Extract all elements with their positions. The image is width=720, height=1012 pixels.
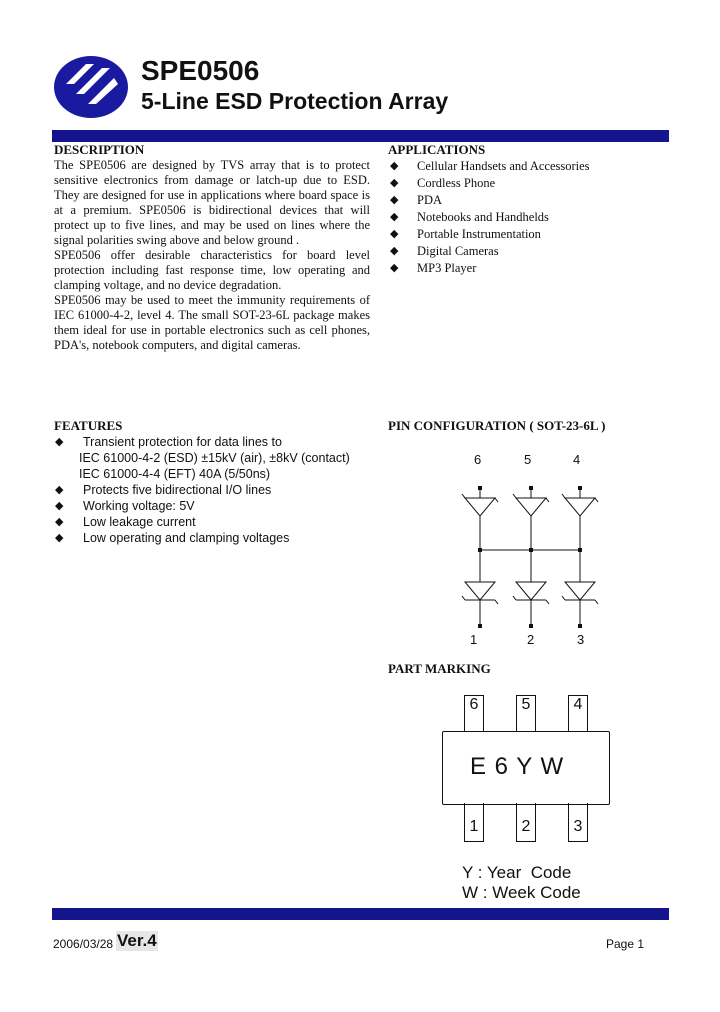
company-logo <box>52 54 130 120</box>
list-item: ◆ Digital Cameras <box>390 244 499 258</box>
bottom-rule <box>52 908 669 920</box>
bullet-icon: ◆ <box>390 177 399 189</box>
list-item: ◆ Cordless Phone <box>390 176 496 190</box>
marking-legend-year: Y : Year Code <box>462 863 572 882</box>
pin-label: 3 <box>577 632 585 647</box>
bullet-icon: ◆ <box>55 532 64 544</box>
list-item: ◆ MP3 Player <box>390 261 477 275</box>
lead-pin: 6 <box>464 695 484 732</box>
list-item: ◆ PDA <box>390 193 443 207</box>
pin-label: 6 <box>474 452 482 467</box>
bullet-icon: ◆ <box>390 194 399 206</box>
description-heading: DESCRIPTION <box>54 142 145 157</box>
lead-pin: 4 <box>568 695 588 732</box>
bullet-icon: ◆ <box>55 484 64 496</box>
lead-pin: 5 <box>516 695 536 732</box>
applications-heading: APPLICATIONS <box>388 142 486 157</box>
pin-config-diagram <box>440 448 630 653</box>
bullet-icon: ◆ <box>390 228 399 240</box>
lead-pin: 3 <box>568 803 588 842</box>
pin-label: 1 <box>470 632 478 647</box>
list-item-sub: IEC 61000-4-4 (EFT) 40A (5/50ns) <box>79 467 271 481</box>
lead-pin: 1 <box>464 803 484 842</box>
part-number-title: SPE0506 <box>141 55 260 86</box>
bullet-icon: ◆ <box>390 160 399 172</box>
part-marking-heading: PART MARKING <box>388 661 491 676</box>
list-item: ◆ Notebooks and Handhelds <box>390 210 549 224</box>
product-subtitle: 5-Line ESD Protection Array <box>141 88 449 114</box>
description-paragraph-3: SPE0506 may be used to meet the immunity requirements of IEC 61000-4-2, level 4. The small SOT-23-6L package makes them ideal for use in portable electronics such as cell phones, PDA's, notebook computers, and digital cameras. <box>54 293 370 352</box>
features-list <box>53 434 350 546</box>
pin-label: 5 <box>524 452 532 467</box>
list-item: ◆ Low operating and clamping voltages <box>55 531 290 545</box>
list-item: ◆ Portable Instrumentation <box>390 227 541 241</box>
list-item: ◆ Working voltage: 5V <box>55 499 195 513</box>
description-paragraph-2: SPE0506 offer desirable characteristics for board level protection including fast response time, low operating and clamping voltage, and no device degradation. <box>54 248 370 292</box>
footer-date: 2006/03/28 <box>53 937 114 951</box>
marking-legend-week: W : Week Code <box>462 883 581 902</box>
bullet-icon: ◆ <box>390 262 399 274</box>
bullet-icon: ◆ <box>55 516 64 528</box>
list-item: ◆ Transient protection for data lines to <box>55 435 282 449</box>
part-marking-package <box>440 695 610 845</box>
list-item: ◆ Low leakage current <box>55 515 196 529</box>
top-rule <box>52 130 669 142</box>
footer-version: Ver.4 <box>117 931 157 950</box>
list-item-sub: IEC 61000-4-2 (ESD) ±15kV (air), ±8kV (contact) <box>79 451 350 465</box>
footer-page: Page 1 <box>606 937 645 951</box>
description-body <box>54 158 370 353</box>
description-paragraph-1: The SPE0506 are designed by TVS array that is to protect sensitive electronics from damage or latch-up due to ESD. They are designed for use in applications where board space is at a premium. SPE0506 is bidirectional devices that will protect up to five lines, and may be used on lines where the signal polarities swing above and below ground . <box>54 158 370 247</box>
applications-list <box>388 158 590 277</box>
list-item: ◆ Cellular Handsets and Accessories <box>390 159 590 173</box>
list-item: ◆ Protects five bidirectional I/O lines <box>55 483 272 497</box>
pin-label: 4 <box>573 452 581 467</box>
features-heading: FEATURES <box>54 418 123 433</box>
bullet-icon: ◆ <box>390 245 399 257</box>
lead-pin: 2 <box>516 803 536 842</box>
bullet-icon: ◆ <box>55 436 64 448</box>
pin-label: 2 <box>527 632 535 647</box>
marking-code: E 6 Y W <box>470 753 565 780</box>
bullet-icon: ◆ <box>55 500 64 512</box>
bullet-icon: ◆ <box>390 211 399 223</box>
pin-config-heading: PIN CONFIGURATION ( SOT-23-6L ) <box>388 418 606 433</box>
